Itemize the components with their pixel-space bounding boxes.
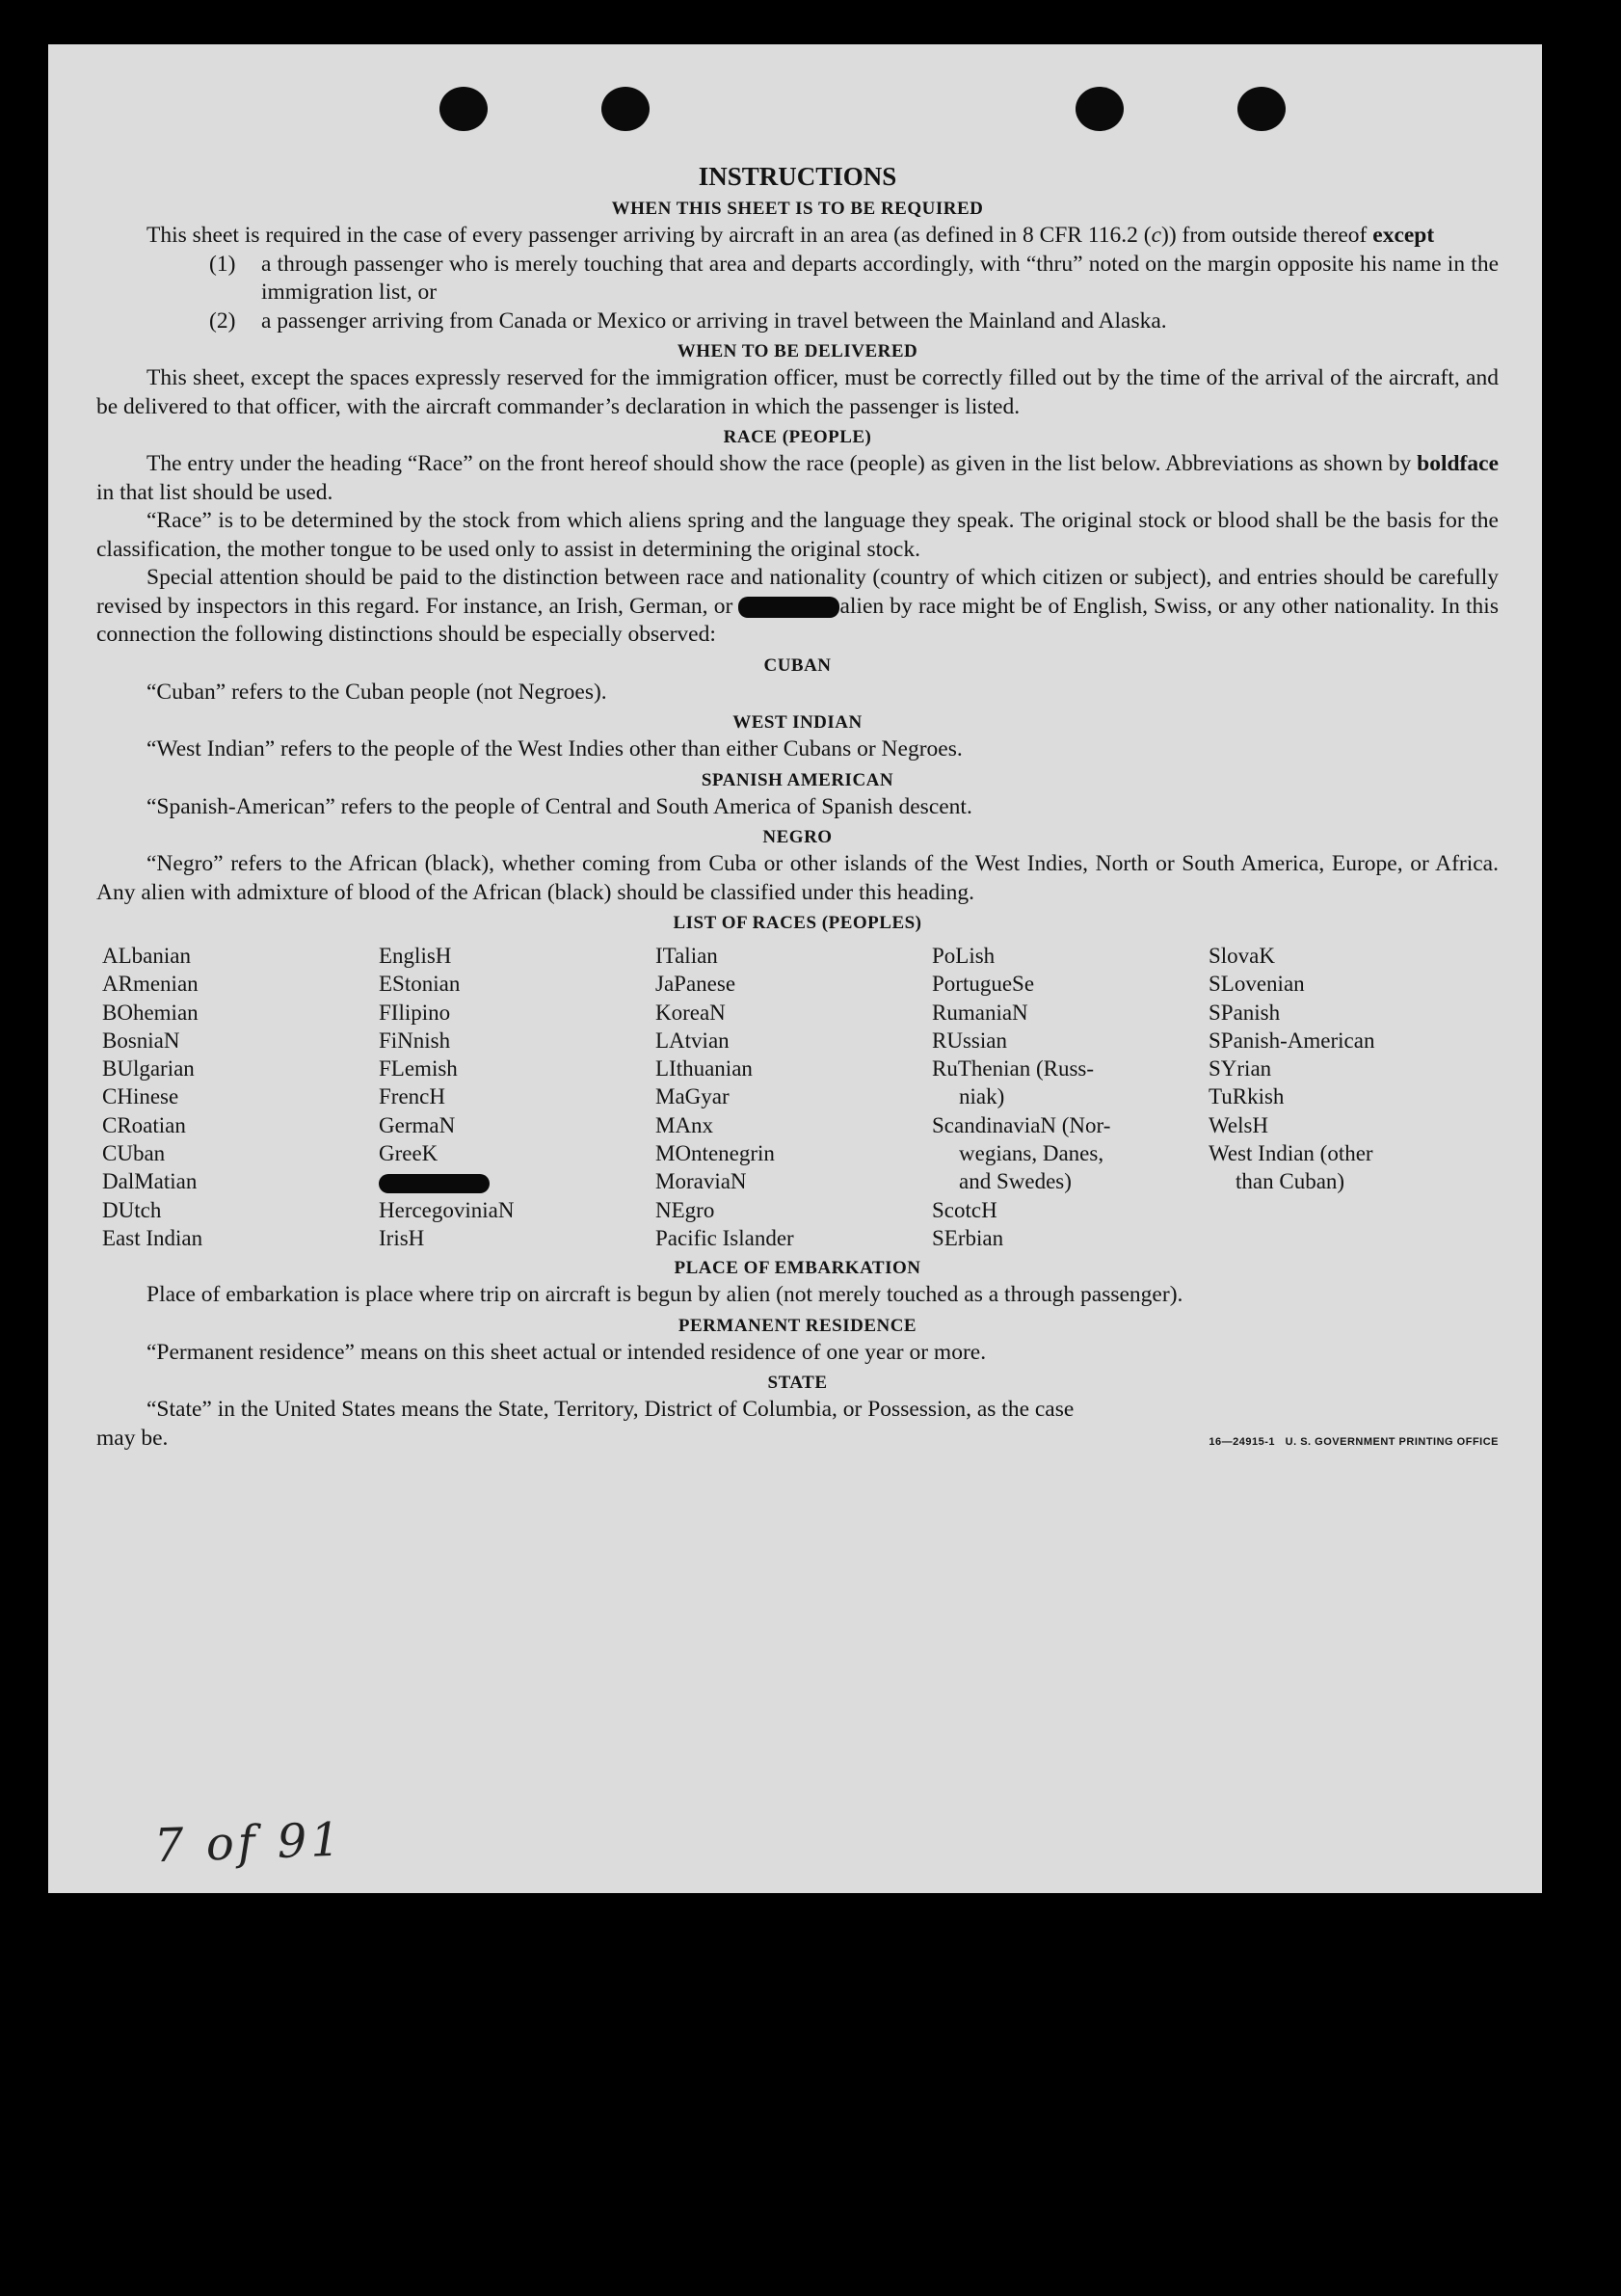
punch-hole xyxy=(439,87,488,131)
race-entry: than Cuban) xyxy=(1236,1169,1345,1194)
race-entry: LAtvian xyxy=(655,1028,730,1053)
race-entry: GermaN xyxy=(379,1112,456,1137)
race-list xyxy=(102,942,1499,1252)
heading-state: STATE xyxy=(767,1373,828,1394)
heading-negro: NEGRO xyxy=(762,827,833,847)
paragraph-when-required: This sheet is required in the case of every passenger arriving by aircraft in an area (as defined in 8 CFR 116.2 (c)) from outside thereof except xyxy=(146,223,1435,248)
race-entry: BOhemian xyxy=(102,1000,199,1025)
redaction-mark xyxy=(379,1167,655,1195)
race-entry: NEgro xyxy=(655,1197,715,1222)
race-entry: FrencH xyxy=(379,1084,445,1109)
race-entry: IrisH xyxy=(379,1225,425,1250)
race-column xyxy=(102,942,379,1252)
race-entry: HercegoviniaN xyxy=(379,1197,515,1222)
paragraph-race-1: The entry under the heading “Race” on the front hereof should show the race (people) as given in the list below. Abbreviations as shown by boldface in that list should be used. xyxy=(96,451,1499,505)
race-entry: DUtch xyxy=(102,1197,162,1222)
race-entry: MaGyar xyxy=(655,1084,730,1109)
race-column xyxy=(1209,942,1459,1252)
paragraph-state: “State” in the United States means the State, Territory, District of Columbia, or Possession, as the case xyxy=(146,1397,1075,1423)
heading-spanish-american: SPANISH AMERICAN xyxy=(701,769,894,790)
paragraph-residence: “Permanent residence” means on this sheet actual or intended residence of one year or more. xyxy=(146,1339,987,1365)
race-entry: CHinese xyxy=(102,1084,179,1109)
heading-west-indian: WEST INDIAN xyxy=(732,712,863,733)
race-entry: SPanish xyxy=(1209,1000,1281,1025)
heading-embarkation: PLACE OF EMBARKATION xyxy=(674,1258,921,1279)
race-entry: West Indian (other xyxy=(1209,1141,1373,1166)
race-entry: and Swedes) xyxy=(959,1169,1072,1194)
paragraph-negro: “Negro” refers to the African (black), whether coming from Cuba or other islands of the West Indies, North or South America, Europe, or Africa. Any alien with admixture of blood of the African (black) should be classified under this heading. xyxy=(96,851,1499,905)
list-item: (2) a passenger arriving from Canada or Mexico or arriving in travel between the Mainland and Alaska. xyxy=(209,307,1167,334)
race-entry: LIthuanian xyxy=(655,1056,753,1081)
race-entry: FIlipino xyxy=(379,1000,451,1025)
paragraph-spanish-american: “Spanish-American” refers to the people of Central and South America of Spanish descent. xyxy=(146,793,972,819)
race-entry: TuRkish xyxy=(1209,1084,1285,1109)
race-entry: EnglisH xyxy=(379,944,452,968)
paragraph-state-end: may be. xyxy=(96,1425,169,1451)
race-entry: ALbanian xyxy=(102,944,191,968)
punch-hole xyxy=(1076,87,1124,131)
race-entry: ARmenian xyxy=(102,972,199,997)
heading-cuban: CUBAN xyxy=(763,654,832,676)
race-entry: CRoatian xyxy=(102,1112,186,1137)
race-entry: MOntenegrin xyxy=(655,1141,775,1166)
race-entry: SYrian xyxy=(1209,1056,1272,1081)
race-entry: RUssian xyxy=(932,1028,1007,1053)
handwritten-note: 7 of 91 xyxy=(153,1812,345,1874)
race-entry: niak) xyxy=(959,1084,1005,1109)
paragraph-embarkation: Place of embarkation is place where trip on aircraft is begun by alien (not merely touched as a through passenger). xyxy=(146,1282,1183,1308)
paragraph-when-delivered: This sheet, except the spaces expressly reserved for the immigration officer, must be correctly filled out by the time of the arrival of the aircraft, and be delivered to that officer, with the aircraft commander’s declaration in which the passenger is listed. xyxy=(96,365,1499,419)
heading-when-required: WHEN THIS SHEET IS TO BE REQUIRED xyxy=(611,199,984,219)
race-entry: CUban xyxy=(102,1141,166,1166)
race-entry: RuThenian (Russ- xyxy=(932,1056,1095,1081)
race-entry: SPanish-American xyxy=(1209,1028,1375,1053)
race-column xyxy=(655,942,932,1252)
punch-hole xyxy=(601,87,650,131)
instructions-body xyxy=(96,160,1499,1456)
punch-hole xyxy=(1237,87,1286,131)
race-entry: PoLish xyxy=(932,944,996,968)
heading-list-of-races: LIST OF RACES (PEOPLES) xyxy=(673,913,922,933)
heading-residence: PERMANENT RESIDENCE xyxy=(678,1315,917,1336)
race-entry: SErbian xyxy=(932,1225,1004,1250)
document-sheet xyxy=(48,44,1542,1893)
printer-imprint: 16—24915-1 U. S. GOVERNMENT PRINTING OFFICE xyxy=(1209,1435,1499,1448)
race-entry: ScotcH xyxy=(932,1197,997,1222)
race-entry: SLovenian xyxy=(1209,972,1305,997)
race-entry: Pacific Islander xyxy=(655,1225,794,1250)
race-entry: RumaniaN xyxy=(932,1000,1028,1025)
page-title: INSTRUCTIONS xyxy=(698,162,897,191)
race-entry: SlovaK xyxy=(1209,944,1275,968)
heading-race: RACE (PEOPLE) xyxy=(723,427,872,447)
paragraph-west-indian: “West Indian” refers to the people of the West Indies other than either Cubans or Negroes. xyxy=(146,736,963,761)
race-entry: WelsH xyxy=(1209,1112,1269,1137)
race-entry: MoraviaN xyxy=(655,1169,747,1194)
race-column xyxy=(932,942,1209,1252)
paragraph-race-2: “Race” is to be determined by the stock from which aliens spring and the language they speak. The original stock or blood shall be the basis for the classification, the mother tongue to be used only to assist in determining the original stock. xyxy=(96,508,1499,562)
race-entry: EStonian xyxy=(379,972,461,997)
paragraph-race-3: Special attention should be paid to the distinction between race and nationality (country of which citizen or subject), and entries should be carefully revised by inspectors in this regard. For instance, an Irish, German, or alien by race might be of English, Swiss, or any other nationality. In this connection the following distinctions should be especially observed: xyxy=(96,565,1499,647)
race-entry: FLemish xyxy=(379,1056,458,1081)
list-item: (1) a through passenger who is merely touching that area and departs accordingly, with “thru” noted on the margin opposite his name in the immigration list, or xyxy=(209,251,1499,305)
race-entry: East Indian xyxy=(102,1225,203,1250)
heading-when-delivered: WHEN TO BE DELIVERED xyxy=(677,341,918,361)
race-entry: MAnx xyxy=(655,1112,714,1137)
race-entry: GreeK xyxy=(379,1141,438,1166)
paragraph-cuban: “Cuban” refers to the Cuban people (not Negroes). xyxy=(146,679,607,705)
race-entry: ScandinaviaN (Nor- xyxy=(932,1112,1111,1137)
race-entry: JaPanese xyxy=(655,972,736,997)
race-entry: PortugueSe xyxy=(932,972,1035,997)
race-entry: DalMatian xyxy=(102,1169,198,1194)
race-entry: ITalian xyxy=(655,944,718,968)
redaction-mark xyxy=(738,597,839,618)
race-column xyxy=(379,942,655,1252)
state-last-line xyxy=(96,1425,1499,1457)
race-entry: FiNnish xyxy=(379,1028,451,1053)
race-entry: KoreaN xyxy=(655,1000,726,1025)
race-entry: BosniaN xyxy=(102,1028,180,1053)
race-entry: wegians, Danes, xyxy=(959,1141,1104,1166)
race-entry: BUlgarian xyxy=(102,1056,195,1081)
